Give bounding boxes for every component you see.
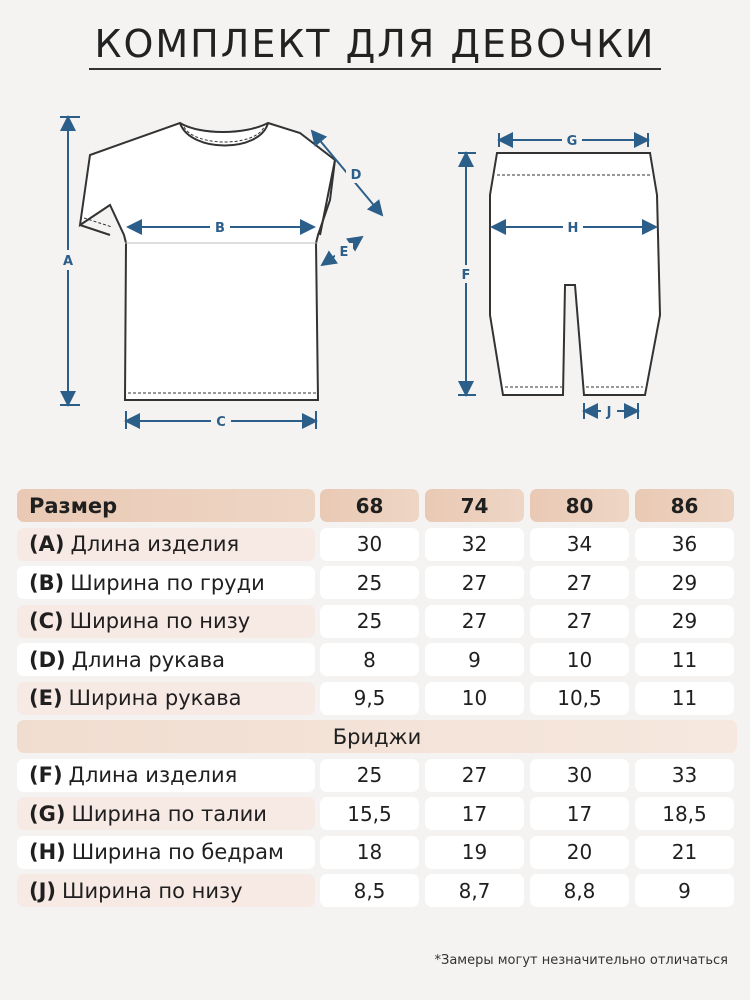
label-b: B	[215, 221, 225, 236]
table-cell: 10	[530, 643, 629, 676]
table-row	[17, 605, 737, 638]
row-name: Ширина по талии	[71, 801, 267, 826]
table-cell: 36	[635, 528, 734, 561]
table-cell: 8,7	[425, 874, 524, 907]
table-cell: 17	[425, 797, 524, 830]
row-code: (D)	[29, 647, 66, 672]
row-name: Ширина по низу	[69, 609, 251, 633]
row-code: (J)	[29, 878, 57, 903]
table-row	[17, 643, 737, 676]
row-code: (F)	[29, 763, 63, 787]
row-name: Ширина по бедрам	[71, 840, 284, 864]
footnote: *Замеры могут незначительно отличаться	[434, 953, 728, 968]
table-cell: 9,5	[320, 682, 419, 715]
table-cell: 27	[425, 605, 524, 638]
table-cell: 32	[425, 528, 524, 561]
label-c: C	[216, 415, 226, 430]
table-cell: 34	[530, 528, 629, 561]
table-cell: 30	[530, 759, 629, 792]
table-row	[17, 874, 737, 907]
table-cell: 8,5	[320, 874, 419, 907]
row-name: Длина изделия	[68, 763, 238, 787]
label-a: A	[62, 254, 74, 269]
table-cell: 18,5	[635, 797, 734, 830]
table-cell: 27	[530, 566, 629, 599]
size-68: 68	[320, 489, 419, 522]
size-table	[17, 489, 737, 913]
row-code: (H)	[29, 840, 66, 864]
table-cell: 25	[320, 605, 419, 638]
table-cell: 9	[425, 643, 524, 676]
table-cell: 8	[320, 643, 419, 676]
row-name: Ширина рукава	[68, 686, 242, 710]
table-row	[17, 836, 737, 869]
table-cell: 33	[635, 759, 734, 792]
table-cell: 11	[635, 643, 734, 676]
table-row	[17, 759, 737, 792]
header-label: Размер	[17, 489, 315, 522]
table-cell: 29	[635, 566, 734, 599]
label-g: G	[566, 134, 578, 149]
label-h: H	[567, 221, 579, 236]
table-cell: 30	[320, 528, 419, 561]
row-code: (G)	[29, 801, 66, 826]
row-name: Длина изделия	[70, 532, 240, 556]
breeches-drawing	[490, 153, 660, 395]
table-cell: 25	[320, 566, 419, 599]
section-title: Бриджи	[17, 720, 737, 753]
table-header-row	[17, 489, 737, 522]
section-row	[17, 720, 737, 753]
table-cell: 25	[320, 759, 419, 792]
table-cell: 20	[530, 836, 629, 869]
label-d: D	[350, 168, 362, 183]
table-cell: 17	[530, 797, 629, 830]
table-cell: 27	[425, 566, 524, 599]
table-cell: 10,5	[530, 682, 629, 715]
table-cell: 29	[635, 605, 734, 638]
table-cell: 10	[425, 682, 524, 715]
size-86: 86	[635, 489, 734, 522]
title-wrap	[0, 22, 750, 70]
row-name: Ширина по груди	[70, 570, 265, 595]
garment-diagram	[0, 95, 750, 445]
table-row	[17, 797, 737, 830]
table-cell: 11	[635, 682, 734, 715]
table-cell: 9	[635, 874, 734, 907]
table-cell: 21	[635, 836, 734, 869]
label-f: F	[461, 268, 471, 283]
row-code: (B)	[29, 570, 65, 595]
table-cell: 8,8	[530, 874, 629, 907]
table-row	[17, 566, 737, 599]
row-name: Ширина по низу	[62, 878, 243, 903]
table-cell: 18	[320, 836, 419, 869]
table-cell: 27	[425, 759, 524, 792]
size-74: 74	[425, 489, 524, 522]
table-cell: 27	[530, 605, 629, 638]
label-e: E	[339, 245, 349, 260]
tshirt-drawing	[80, 123, 335, 400]
table-row	[17, 682, 737, 715]
table-cell: 15,5	[320, 797, 419, 830]
label-j: J	[606, 405, 612, 420]
row-code: (E)	[29, 686, 63, 710]
table-row	[17, 528, 737, 561]
page-title: КОМПЛЕКТ ДЛЯ ДЕВОЧКИ	[89, 22, 662, 70]
size-80: 80	[530, 489, 629, 522]
table-cell: 19	[425, 836, 524, 869]
row-code: (C)	[29, 609, 64, 633]
row-name: Длина рукава	[71, 647, 225, 672]
row-code: (A)	[29, 532, 65, 556]
